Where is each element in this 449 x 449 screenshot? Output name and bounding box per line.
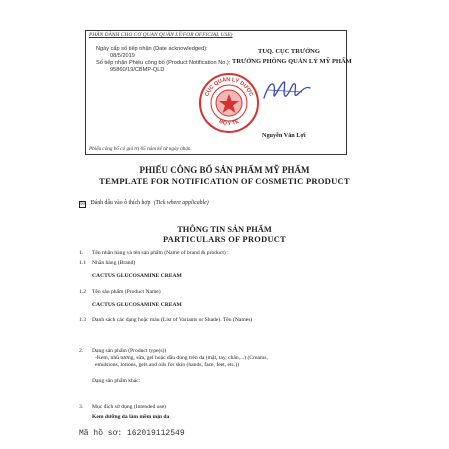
brand-label: Nhãn hàng (Brand) — [92, 260, 136, 266]
document-title-vi: PHIẾU CÔNG BỐ SẢN PHẨM MỸ PHẨM — [139, 165, 310, 175]
product-name-value: CACTUS GLUCOSAMINE CREAM — [92, 302, 182, 308]
svg-text:CỤC QUẢN LÝ DƯỢC: CỤC QUẢN LÝ DƯỢC — [204, 76, 254, 98]
product-type-label: Dạng sản phẩm (Product type(s)) — [92, 348, 167, 354]
intended-use-value: Kem dưỡng da làm mềm mịn da — [92, 414, 170, 420]
handwritten-signature — [262, 76, 312, 106]
checked-box-icon: ☒ — [80, 202, 85, 207]
product-type-desc-line1: -Kem, nhũ tương, sữa, gel hoặc dầu dùng trên da (mặt, tay, chân,...) (Creams, — [95, 355, 268, 361]
department-line2: TRƯỞNG PHÒNG QUẢN LÝ MỸ PHẨM — [232, 58, 352, 65]
notification-number-label: Số tiếp nhận Phiếu công bố (Product Notification No.): — [96, 60, 231, 66]
department-line1: TUQ. CỤC TRƯỞNG — [258, 48, 320, 55]
official-use-header: PHẦN DÀNH CHO CƠ QUAN QUẢN LÝ/FOR OFFICIAL USE) — [89, 32, 233, 38]
section1-1-number: 1.1 — [79, 260, 86, 266]
svg-text:BỘ Y TẾ: BỘ Y TẾ — [217, 118, 241, 128]
record-code: Mã hồ sơ: 162019112549 — [79, 429, 185, 438]
date-acknowledged-label: Ngày cấp số tiếp nhận (Date acknowledged): — [96, 46, 208, 52]
other-product-type-label: Dạng sản phẩm khác: — [92, 378, 141, 384]
product-name-label: Tên sản phẩm (Product Name) — [92, 289, 161, 295]
section1-label: Tên nhãn hàng và tên sản phẩm (Name of brand & product) : — [92, 250, 229, 256]
intended-use-label: Mục đích sử dụng (Intended use) — [92, 404, 167, 410]
particulars-heading-vi: THÔNG TIN SẢN PHẨM — [177, 225, 272, 234]
official-seal-stamp — [198, 72, 260, 134]
notification-number-value: 95860/19/CBMP-QLD — [110, 67, 165, 73]
section2-number: 2. — [79, 348, 84, 354]
section1-number: 1. — [79, 250, 84, 256]
variants-label: Danh sách các dạng hoặc màu (List of Variants or Shade). Tên (Names) — [92, 317, 253, 323]
date-acknowledged-value: 08/5/2019 — [110, 53, 135, 59]
tick-instruction-text: Đánh dấu vào ô thích hợp — [90, 200, 151, 206]
section1-3-number: 1.3 — [79, 317, 86, 323]
tick-instruction — [79, 200, 209, 208]
document-title-en: TEMPLATE FOR NOTIFICATION OF COSMETIC PRODUCT — [99, 176, 350, 186]
brand-value: CACTUS GLUCOSAMINE CREAM — [92, 273, 182, 279]
section3-number: 3. — [79, 404, 84, 410]
section1-2-number: 1.2 — [79, 289, 86, 295]
signer-name: Nguyễn Văn Lợi — [262, 132, 306, 139]
validity-note: Phiếu công bố có giá trị 05 năm kể từ ngày nhận. — [89, 146, 192, 152]
tick-instruction-italic: (Tick where applicable) — [153, 200, 209, 206]
product-type-desc-line2: emulsions, lotions, gels and oils for skin (hands, face, feet, etc.)) — [95, 362, 240, 368]
particulars-heading-en: PARTICULARS OF PRODUCT — [162, 235, 287, 244]
